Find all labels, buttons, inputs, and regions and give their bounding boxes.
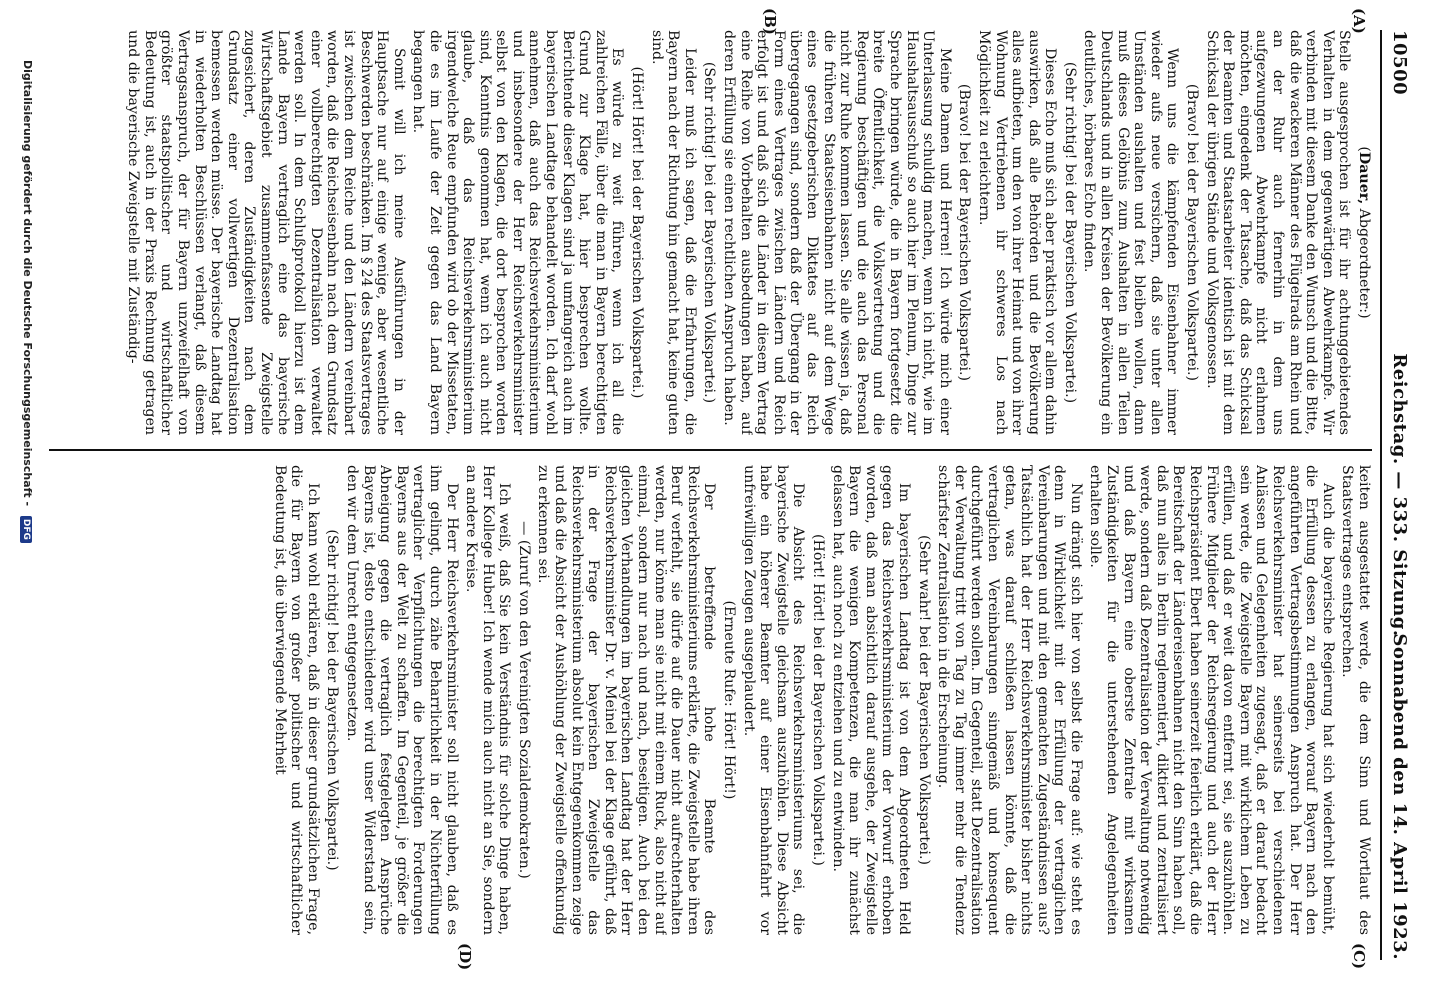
interjection: (Sehr richtig! bei der Bayerischen Volkspartei.)	[1061, 61, 1078, 404]
session-date: Sonnabend den 14. April 1923.	[1389, 633, 1410, 960]
paragraph: Wenn uns die kämpfenden Eisenbahner immer wieder aufs neue versichern, daß sie unter allen Umständen aushalten und fest bleiben wollen, dann muß dieses Gelöbnis zum Aushalten in allen Teilen Deutschlands und in allen Kreisen der Bevölkerung ein deutliches, hörbares Echo finden.	[1081, 30, 1181, 435]
speaker-line: (Dauer, Abgeordneter:)	[1356, 146, 1372, 319]
column-divider	[49, 449, 1372, 451]
speaker-name: Dauer,	[1356, 151, 1372, 205]
interjection: (Sehr richtig! bei der Bayerischen Volkspartei.)	[701, 61, 718, 404]
paragraph: Leider muß ich sagen, daß die Erfahrungen, die Bayern nach der Richtung hin gemacht hat, keine guten sind.	[648, 30, 698, 435]
speaker-role: Abgeordneter:	[1356, 208, 1372, 314]
paragraph: Es würde zu weit führen, wenn ich all die zahlreichen Fälle, über die man in Bayern berechtigten Grund zur Klage hat, hier besprechen wollte. Berichtende dieser Klagen sind ja umfangreich auch im bayerischen Landtage behandelt worden. Ich darf wohl annehmen, daß auch das Reichsverkehrsministerium und insbesondere der Herr Reichsverkehrsminister selbst von den Klagen, die dort besprochen worden sind, Kenntnis genommen hat, wenn ich auch nicht glaube, daß das Reichsverkehrsministerium irgendwelche Reue empfunden wird ob der Missetaten, die es im Laufe der Zeit gegen das Land Bayern begangen hat.	[410, 30, 626, 435]
paragraph: Ich kann wohl erklären, daß in dieser grundsätzlichen Frage, die für Bayern von großer politischer und wirtschaftlicher Bedeutung ist, die überwiegende Mehrheit	[271, 465, 321, 935]
paragraph: Auch die bayerische Regierung hat sich wiederholt bemüht, die Erfüllung dessen zu erlangen, worauf Bayern nach den angeführten Vertragsbestimmungen Anspruch hat. Der Herr Reichsverkehrsminister hat seinerseits bei verschiedenen Anlässen und Gelegenheiten zugesagt, daß er darauf bedacht sein werde, die Zweigstelle Bayern mit wirklichem Leben zu erfüllen, und daß er weit davon entfernt sei, sie auszuhöhlen. Frühere Mitglieder der Reichsregierung und auch der Herr Reichspräsident Ebert haben seinerzeit feierlich erklärt, daß die Bereitschaft der Ländereisenbahnen nicht den Sinn haben soll, daß nun alles in Berlin reglementiert, diktiert und zentralisiert werde, sondern daß Dezentralisation der Verwaltung notwendig und daß Bayern eine oberste Zentrale mit wirksamen Zuständigkeiten für die unterstehenden Angelegenheiten erhalten solle.	[1087, 465, 1336, 935]
interjection: (Bravo! bei der Bayerischen Volkspartei.)	[1184, 83, 1201, 382]
paragraph: Stelle ausgesprochen ist für ihr achtunggebietendes Verhalten in dem gegenwärtigen Abwehrkampfe. Wir verbinden mit diesem Danke den Wunsch und die Bitte, daß die wackeren Männer des Flügelrads am Rhein und an der Ruhr auch fernerhin in dem uns aufgezwungenen Abwehrkampfe nicht erlahmen möchten, eingedenk der Tatsache, daß das Schicksal der Beamten und Staatsarbeiter identisch ist mit dem Schicksal der übrigen Stände und Volksgenossen.	[1203, 30, 1353, 435]
paragraph: Der betreffende hohe Beamte des Reichsverkehrsministeriums erklärte, die Zweigstelle habe ihren Beruf verfehlt, sie dürfe auf die Dauer nicht aufrechterhalten werden, nur könne man sie nicht mit einem Ruck, also nicht auf einmal, sondern nur nach und nach, beseitigen. Auch bei den gleichen Verhandlungen im bayerischen Landtag hat der Herr Reichsverkehrsminister Dr. v. Meinel bei der Klage geführt, daß in der Frage der bayerischen Zweigstelle das Reichsverkehrsministerium absolut kein Entgegenkommen zeige und daß die Absicht der Aushöhlung der Zweigstelle offenkundig zu erkennen sei.	[535, 465, 718, 935]
paragraph: Somit will ich meine Ausführungen in der Hauptsache nur auf einige wenige, aber wesentliche Beschwerden beschränken. Im § 24 des Staatsvertrages ist zwischen dem Reiche und den Ländern vereinbart worden, daß die Reichseisenbahn nach dem Grundsatz einer vollberechtigten Dezentralisation verwaltet werden soll. In dem Schlußprotokoll hierzu ist dem Lande Bayern vertraglich eine das bayerische Wirtschaftsgebiet zusammenfassende Zweigstelle zugesichert, deren Zuständigkeiten nach dem Grundsatz einer vollwertigen Dezentralisation bemessen werden müsse. Der bayerische Landtag hat in wiederholten Beschlüssen verlangt, daß diesem Vertragsanspruch, der für Bayern unzweifelhaft von größter staatspolitischer und wirtschaftlicher Bedeutung ist, auch in der Praxis Rechnung getragen und die bayerische Zweigstelle mit Zuständig-	[125, 30, 407, 435]
margin-marker-c: (C)	[1350, 943, 1368, 970]
interjection: (Hört! Hört! bei der Bayerischen Volkspartei.)	[810, 534, 826, 866]
paragraph: Ich weiß, daß Sie kein Verständnis für solche Dinge haben, Herr Kollege Huber! Ich wende mich auch nicht an Sie, sondern an andere Kreise.	[463, 465, 513, 935]
margin-marker-d: (D)	[456, 943, 474, 971]
paragraph: Meine Damen und Herren! Ich würde mich einer Unterlassung schuldig machen, wenn ich nicht, wie im Haushaltsausschuß so auch hier im Plenum, Dinge zur Sprache bringen würde, die in Bayern fortgesetzt die breite Öffentlichkeit, die Volksvertretung und die Regierung beschäftigen und die auch das Personal nicht zur Ruhe kommen lassen. Sie alle wissen ja, daß die früheren Staatseisenbahnen nicht auf dem Wege eines gesetzgeberischen Diktates auf das Reich übergegangen sind, sondern daß der Übergang in der Form eines Vertrages zwischen Ländern und Reich erfolgt ist und daß sich die Länder in diesem Vertrag eine Reihe von Vorbehalten ausbedungen haben, auf deren Erfüllung sie einen rechtlichen Anspruch haben.	[721, 30, 953, 435]
paragraph: Dieses Echo muß sich aber praktisch vor allem dahin auswirken, daß alle Behörden und die Bevölkerung alles aufbieten, um den von ihrer Heimat und von ihrer Wohnung Vertriebenen ihr schweres Los nach Möglichkeit zu erleichtern.	[975, 30, 1059, 435]
paragraph: Der Herr Reichsverkehrsminister soll nicht glauben, daß es ihm gelingt, durch zähe Beharrlichkeit in der Nichterfüllung vertraglicher Verpflichtungen die berechtigten Forderungen Bayerns aus der Welt zu schaffen. Im Gegenteil, je größer die Abneigung gegen die vertraglich festgelegten Ansprüche Bayerns ist, desto entschiedener wird unser Widerstand sein, den wir dem Unrecht entgegensetzen.	[343, 465, 460, 935]
right-column	[49, 465, 1372, 935]
paragraph: Nun drängt sich hier von selbst die Frage auf: wie steht es denn in Wirklichkeit mit der Erfüllung der vertraglichen Vereinbarungen und mit den gemachten Zugeständnissen aus? Tatsächlich hat der Herr Reichsverkehrsminister bisher nichts getan, was darauf schließen lassen könnte, daß die vertraglichen Vereinbarungen sinngemäß und konsequent durchgeführt werden sollen. Im Gegenteil, statt Dezentralisation der Verwaltung tritt von Tag zu Tag immer mehr die Tendenz schärfster Zentralisation in die Erscheinung.	[935, 465, 1084, 935]
interjection: — (Zuruf von den Vereinigten Sozialdemokraten.)	[515, 521, 532, 879]
interjection: (Erneute Rufe: Hört! Hört!)	[721, 600, 738, 800]
interjection: (Bravo! bei der Bayerischen Volkspartei.)	[956, 83, 973, 382]
page-header	[1380, 30, 1414, 960]
interjection: (Hört! Hört! bei der Bayerischen Volkspartei.)	[629, 66, 646, 399]
margin-marker-a: (A)	[1350, 8, 1368, 34]
footer-text: Digitalisierung gefördert durch die Deutsche Forschungsgemeinschaft -	[21, 60, 34, 507]
paragraph: Die Absicht des Reichsverkehrsministeriums sei, die bayerische Zweigstelle gleichsam auszuhöhlen. Diese Absicht habe ein höherer Beamter auf einer Eisenbahnfahrt vor unfreiwilligen Zeugen ausgeplaudert.	[740, 465, 807, 935]
paragraph: Im bayerischen Landtag ist von dem Abgeordneten Held gegen das Reichsverkehrsministerium der Vorwurf erhoben worden, daß man absichtlich darauf ausgehe, der Zweigstelle Bayern die wenigen Kompetenzen, die man ihr zunächst gelassen hat, auch noch zu entziehen und zu entwinden.	[829, 465, 912, 935]
interjection: (Sehr wahr! bei der Bayerischen Volkspartei.)	[915, 534, 932, 866]
digitization-footer	[12, 60, 34, 1000]
page-number: 10500	[1389, 30, 1410, 96]
interjection: (Sehr richtig! bei der Bayerischen Volkspartei.)	[324, 529, 341, 871]
scanned-page	[14, 0, 1434, 1000]
paragraph: keiten ausgestattet werde, die dem Sinn und Wortlaut des Staatsvertrages entsprechen.	[1339, 465, 1372, 935]
dfg-logo: DFG	[20, 516, 32, 543]
page-title: Reichstag. — 333. Sitzung.	[1389, 353, 1410, 637]
margin-marker-b: (B)	[761, 8, 779, 35]
left-column	[49, 30, 1372, 435]
